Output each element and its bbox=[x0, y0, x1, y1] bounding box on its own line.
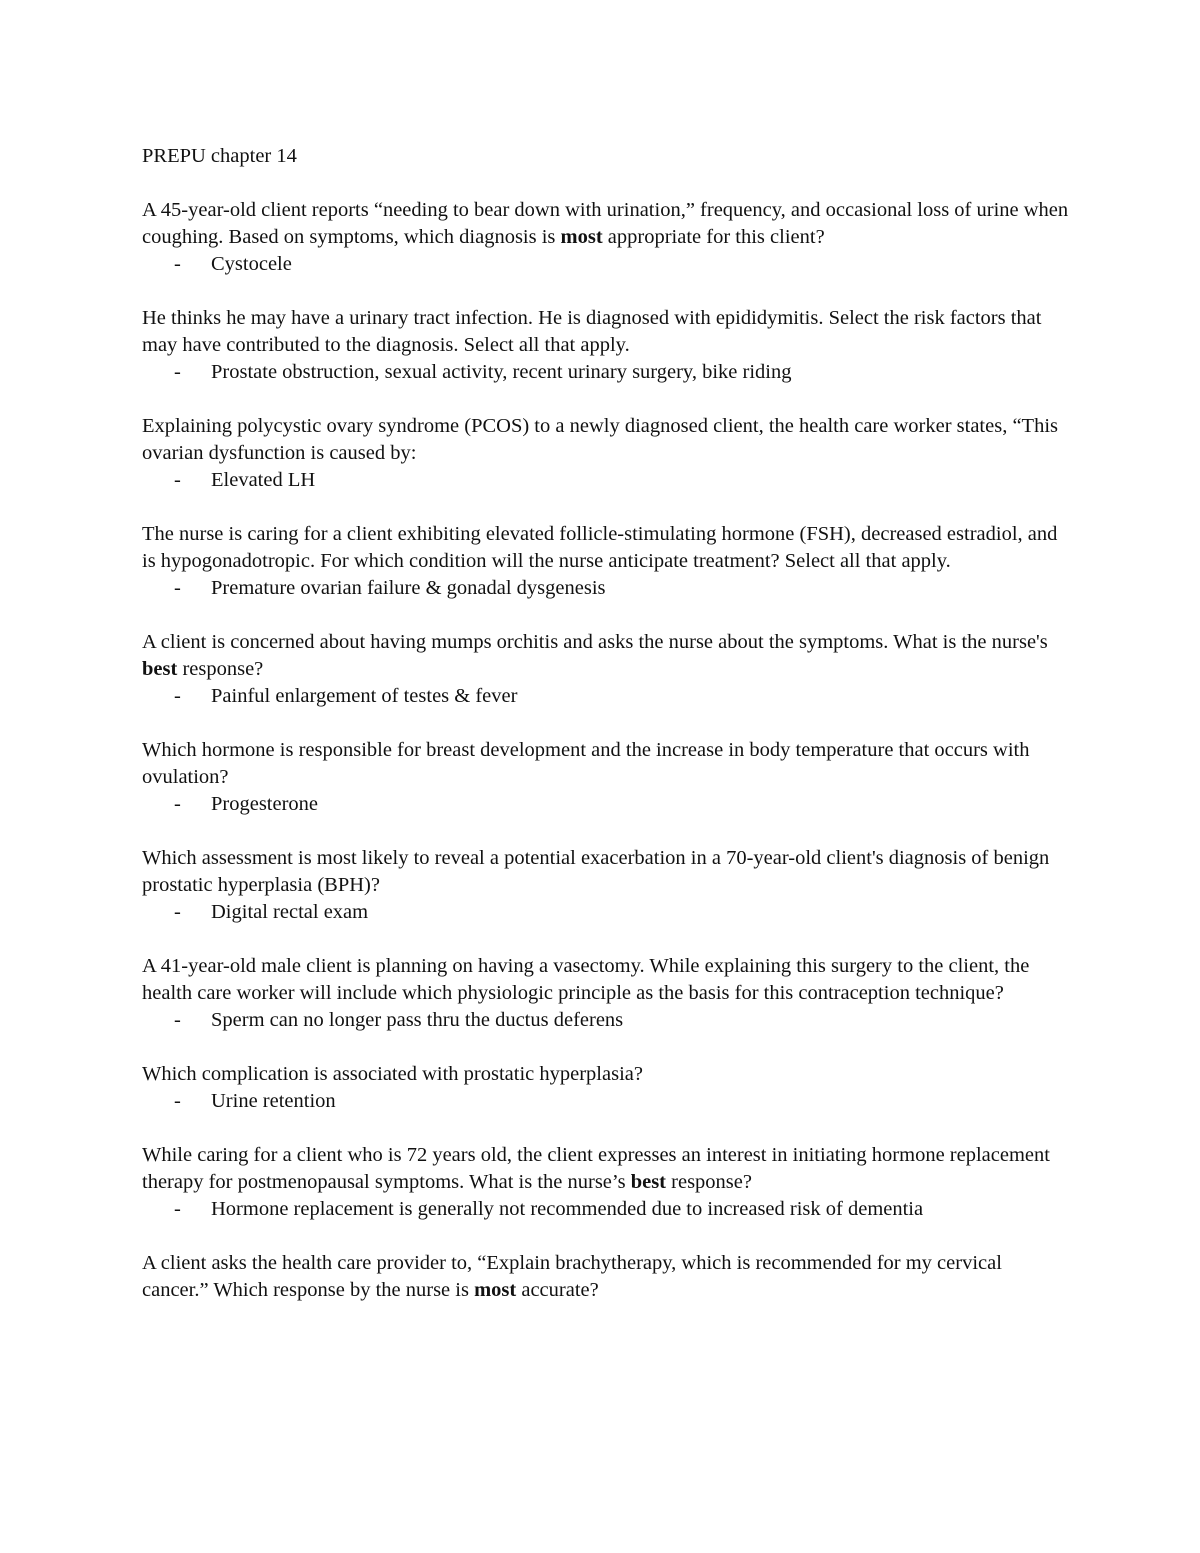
question-text bbox=[142, 305, 1072, 359]
answer-text: Painful enlargement of testes & fever bbox=[211, 685, 518, 707]
answer-item bbox=[142, 359, 1072, 386]
answer-text: Cystocele bbox=[211, 253, 292, 275]
question-segment: While caring for a client who is 72 years old, the client expresses an interest in initiating hormone replacement therapy for postmenopausal symptoms. What is the nurse’s bbox=[142, 1144, 1050, 1193]
answer-text: Prostate obstruction, sexual activity, recent urinary surgery, bike riding bbox=[211, 361, 792, 383]
question-segment: accurate? bbox=[516, 1279, 599, 1301]
emphasis-text: most bbox=[560, 226, 603, 248]
answer-item bbox=[142, 1196, 1072, 1223]
question-text bbox=[142, 737, 1072, 791]
emphasis-text: best bbox=[142, 658, 178, 680]
question-segment: A 41-year-old male client is planning on having a vasectomy. While explaining this surgery to the client, the health care worker will include which physiologic principle as the basis for this contraception technique? bbox=[142, 955, 1030, 1004]
question-segment: appropriate for this client? bbox=[602, 226, 825, 248]
question-segment: He thinks he may have a urinary tract infection. He is diagnosed with epididymitis. Select the risk factors that may have contributed to the diagnosis. Select all that apply. bbox=[142, 307, 1042, 356]
question-segment: response? bbox=[177, 658, 264, 680]
question-block bbox=[142, 1142, 1072, 1223]
bullet-dash: - bbox=[174, 253, 181, 275]
bullet-dash: - bbox=[174, 901, 181, 923]
question-text bbox=[142, 845, 1072, 899]
answer-item bbox=[142, 251, 1072, 278]
answer-item bbox=[142, 791, 1072, 818]
answer-item bbox=[142, 1007, 1072, 1034]
question-block bbox=[142, 737, 1072, 818]
question-text bbox=[142, 1142, 1072, 1196]
question-text bbox=[142, 953, 1072, 1007]
question-block bbox=[142, 521, 1072, 602]
question-block bbox=[142, 953, 1072, 1034]
emphasis-text: most bbox=[474, 1279, 517, 1301]
bullet-dash: - bbox=[174, 361, 181, 383]
bullet-dash: - bbox=[174, 469, 181, 491]
question-segment: Which complication is associated with prostatic hyperplasia? bbox=[142, 1063, 643, 1085]
question-block bbox=[142, 305, 1072, 386]
answer-text: Digital rectal exam bbox=[211, 901, 369, 923]
question-segment: The nurse is caring for a client exhibiting elevated follicle-stimulating hormone (FSH), decreased estradiol, and is hypogonadotropic. For which condition will the nurse anticipate treatment? Select all that apply. bbox=[142, 523, 1058, 572]
question-segment: A 45-year-old client reports “needing to bear down with urination,” frequency, and occasional loss of urine when coughing. Based on symptoms, which diagnosis is bbox=[142, 199, 1069, 248]
bullet-dash: - bbox=[174, 577, 181, 599]
bullet-dash: - bbox=[174, 1090, 181, 1112]
question-segment: A client asks the health care provider to, “Explain brachytherapy, which is recommended for my cervical cancer.” Which response by the nurse is bbox=[142, 1252, 1002, 1301]
question-text bbox=[142, 413, 1072, 467]
bullet-dash: - bbox=[174, 685, 181, 707]
question-segment: Explaining polycystic ovary syndrome (PCOS) to a newly diagnosed client, the health care worker states, “This ovarian dysfunction is caused by: bbox=[142, 415, 1059, 464]
question-segment: A client is concerned about having mumps orchitis and asks the nurse about the symptoms. What is the nurse's bbox=[142, 631, 1048, 653]
question-list bbox=[142, 197, 1072, 1304]
answer-item bbox=[142, 467, 1072, 494]
answer-item bbox=[142, 899, 1072, 926]
document-page bbox=[142, 143, 1072, 1331]
question-text bbox=[142, 629, 1072, 683]
question-segment: response? bbox=[666, 1171, 752, 1193]
answer-text: Elevated LH bbox=[211, 469, 316, 491]
bullet-dash: - bbox=[174, 1198, 181, 1220]
bullet-dash: - bbox=[174, 793, 181, 815]
answer-text: Progesterone bbox=[211, 793, 319, 815]
question-block bbox=[142, 845, 1072, 926]
question-text bbox=[142, 1061, 1072, 1088]
question-segment: Which hormone is responsible for breast development and the increase in body temperature that occurs with ovulation? bbox=[142, 739, 1030, 788]
question-text bbox=[142, 1250, 1072, 1304]
answer-item bbox=[142, 683, 1072, 710]
question-block bbox=[142, 197, 1072, 278]
bullet-dash: - bbox=[174, 1009, 181, 1031]
question-text bbox=[142, 521, 1072, 575]
document-title: PREPU chapter 14 bbox=[142, 145, 297, 167]
answer-text: Hormone replacement is generally not recommended due to increased risk of dementia bbox=[211, 1198, 924, 1220]
emphasis-text: best bbox=[630, 1171, 667, 1193]
question-text bbox=[142, 197, 1072, 251]
question-segment: Which assessment is most likely to reveal a potential exacerbation in a 70-year-old client's diagnosis of benign prostatic hyperplasia (BPH)? bbox=[142, 847, 1050, 896]
question-block bbox=[142, 1061, 1072, 1115]
question-block bbox=[142, 413, 1072, 494]
answer-text: Premature ovarian failure & gonadal dysgenesis bbox=[211, 577, 606, 599]
question-block bbox=[142, 1250, 1072, 1304]
question-block bbox=[142, 629, 1072, 710]
answer-item bbox=[142, 1088, 1072, 1115]
answer-item bbox=[142, 575, 1072, 602]
answer-text: Urine retention bbox=[211, 1090, 336, 1112]
answer-text: Sperm can no longer pass thru the ductus deferens bbox=[211, 1009, 624, 1031]
